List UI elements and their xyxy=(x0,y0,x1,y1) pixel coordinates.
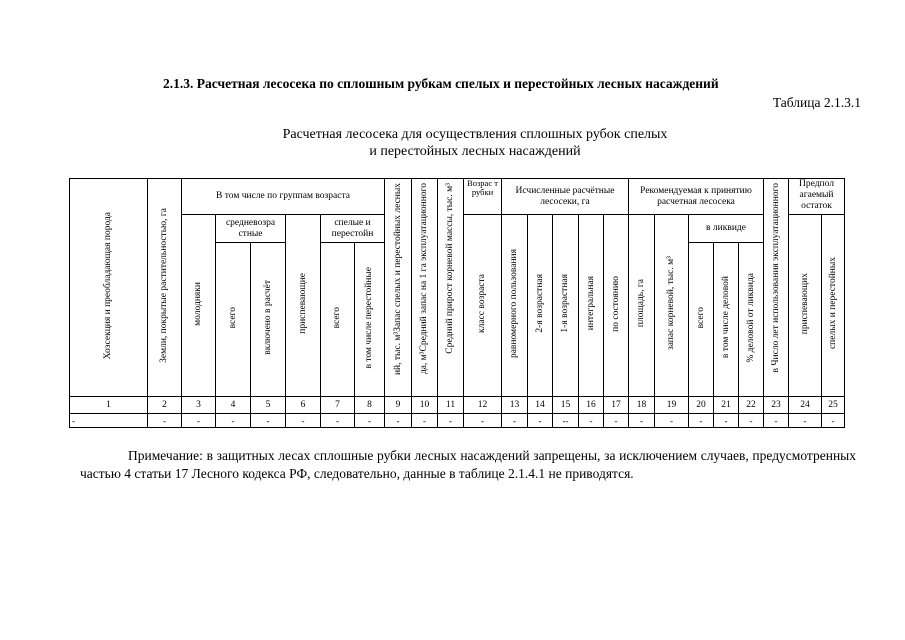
table-cell: - xyxy=(579,414,604,428)
header-col-6: приспевающие xyxy=(286,215,321,397)
header-col-17: по состоянию xyxy=(604,215,629,397)
header-col-20: всего xyxy=(689,243,714,397)
calculated-cutting-table xyxy=(69,178,845,428)
column-number: 21 xyxy=(714,397,739,414)
header-col-21: в том числе деловой xyxy=(714,243,739,397)
table-cell: - xyxy=(148,414,182,428)
header-col-9: ий, тыс. м³Запас спелых и перестойных лесных xyxy=(385,179,412,397)
column-number: 23 xyxy=(764,397,789,414)
header-group-ripe: спелые и перестойн xyxy=(321,215,385,243)
table-cell: - xyxy=(216,414,251,428)
header-group-liquid: в ликвиде xyxy=(689,215,764,243)
table-cell: - xyxy=(655,414,689,428)
header-group-recommended: Рекомендуемая к принятию расчетная лесосека xyxy=(629,179,764,215)
table-row xyxy=(70,414,845,428)
column-number: 22 xyxy=(739,397,764,414)
header-col-5: включено в расчёт xyxy=(251,243,286,397)
column-number: 16 xyxy=(579,397,604,414)
header-col-15: 1-я возрастная xyxy=(553,215,579,397)
column-number: 15 xyxy=(553,397,579,414)
header-col-8: в том числе перестойные xyxy=(355,243,385,397)
column-number: 18 xyxy=(629,397,655,414)
table-caption xyxy=(170,126,780,160)
table-cell: - xyxy=(689,414,714,428)
column-number: 19 xyxy=(655,397,689,414)
header-group-middle-age: средневозра стные xyxy=(216,215,286,243)
header-col-18: площадь, га xyxy=(629,215,655,397)
column-number: 4 xyxy=(216,397,251,414)
column-number: 25 xyxy=(822,397,845,414)
column-number: 5 xyxy=(251,397,286,414)
table-cell: - xyxy=(502,414,528,428)
column-number: 6 xyxy=(286,397,321,414)
table-cell: - xyxy=(464,414,502,428)
column-number: 9 xyxy=(385,397,412,414)
table-cell: - xyxy=(714,414,739,428)
header-col-16: интегральная xyxy=(579,215,604,397)
header-group-age: В том числе по группам возраста xyxy=(182,179,385,215)
header-col-10: да, м³Средний запас на 1 га эксплуатационного xyxy=(412,179,438,397)
header-col-22: % деловой от ликвида xyxy=(739,243,764,397)
header-col-7: всего xyxy=(321,243,355,397)
header-col-12: класс возраста xyxy=(464,215,502,397)
section-heading: 2.1.3. Расчетная лесосека по сплошным рубкам спелых и перестойных лесных насаждений xyxy=(163,76,719,91)
table-cell: - xyxy=(789,414,822,428)
table-cell: -- xyxy=(553,414,579,428)
table-cell: - xyxy=(70,414,148,428)
header-group-residual: Предпол агаемый остаток xyxy=(789,179,845,215)
table-cell: - xyxy=(321,414,355,428)
header-col-14: 2-я возрастная xyxy=(528,215,553,397)
table-cell: - xyxy=(286,414,321,428)
table-cell: - xyxy=(251,414,286,428)
table-cell: - xyxy=(355,414,385,428)
header-col-25: спелых и перестойных xyxy=(822,215,845,397)
table-cell: - xyxy=(604,414,629,428)
table-reference: Таблица 2.1.3.1 xyxy=(772,95,861,110)
header-col-3: молодняки xyxy=(182,215,216,397)
column-number: 13 xyxy=(502,397,528,414)
table-cell: - xyxy=(764,414,789,428)
column-number: 3 xyxy=(182,397,216,414)
column-number: 20 xyxy=(689,397,714,414)
table-cell: - xyxy=(412,414,438,428)
table-cell: - xyxy=(629,414,655,428)
table-cell: - xyxy=(385,414,412,428)
table-cell: - xyxy=(182,414,216,428)
column-number: 1 xyxy=(70,397,148,414)
footnote: Примечание: в защитных лесах сплошные рубки лесных насаждений запрещены, за исключением случаев, предусмотренных частью 4 статьи 17 Лесного кодекса РФ, следовательно, данные в таблице 2.1.4.1 не приводятся. xyxy=(80,448,856,481)
header-col-2: Земли, покрытые растительностью, га xyxy=(148,179,182,397)
column-number-row xyxy=(70,397,845,414)
column-number: 17 xyxy=(604,397,629,414)
header-group-calc: Исчисленные расчётные лесосеки, га xyxy=(502,179,629,215)
column-number: 11 xyxy=(438,397,464,414)
column-number: 7 xyxy=(321,397,355,414)
column-number: 14 xyxy=(528,397,553,414)
column-number: 10 xyxy=(412,397,438,414)
table-cell: - xyxy=(822,414,845,428)
column-number: 8 xyxy=(355,397,385,414)
table-cell: - xyxy=(739,414,764,428)
header-col-23: в Число лет использования эксплуатационного xyxy=(764,179,789,397)
column-number: 12 xyxy=(464,397,502,414)
column-number: 24 xyxy=(789,397,822,414)
header-col-4: всего xyxy=(216,243,251,397)
header-col-13: равномерного пользования xyxy=(502,215,528,397)
header-col-1: Хозсекция и преобладающая порода xyxy=(70,179,148,397)
header-col-24: приспевающих xyxy=(789,215,822,397)
header-group-age-cut: Возрас т рубки xyxy=(464,179,502,215)
caption-line-2: и перестойных лесных насаждений xyxy=(369,144,581,159)
column-number: 2 xyxy=(148,397,182,414)
header-col-19: запас корневой, тыс. м³ xyxy=(655,215,689,397)
table-cell: - xyxy=(528,414,553,428)
table-cell: - xyxy=(438,414,464,428)
caption-line-1: Расчетная лесосека для осуществления сплошных рубок спелых xyxy=(282,127,668,142)
header-col-11: Средний прирост корневой массы, тыс. м³ xyxy=(438,179,464,397)
